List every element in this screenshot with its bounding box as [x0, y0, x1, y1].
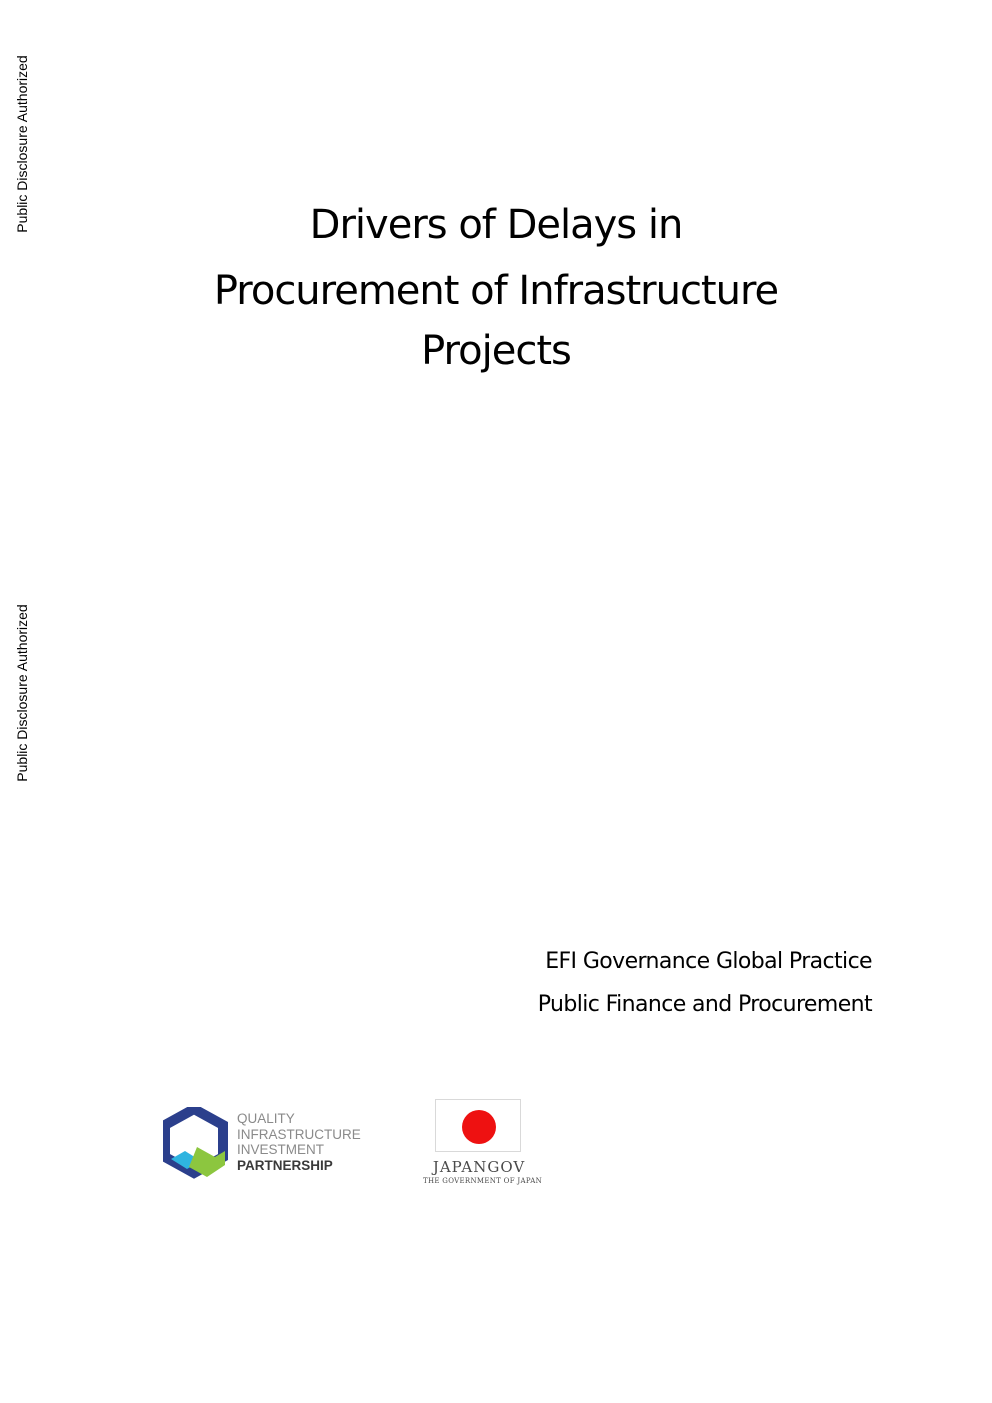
japan-gov-logo: [423, 1098, 543, 1190]
qii-line-quality: QUALITY: [237, 1111, 295, 1126]
document-title: [0, 192, 992, 384]
japan-gov-subtitle: THE GOVERNMENT OF JAPAN: [423, 1177, 543, 1185]
org-practice: EFI Governance Global Practice: [545, 949, 872, 974]
qii-line-infrastructure: INFRASTRUCTURE: [237, 1126, 361, 1142]
qii-line-partnership: PARTNERSHIP: [237, 1157, 333, 1173]
organization-block: [538, 940, 872, 1026]
org-unit: Public Finance and Procurement: [537, 992, 872, 1017]
disclosure-stamp-middle: Public Disclosure Authorized: [14, 604, 30, 782]
qii-q-icon: [163, 1107, 229, 1179]
qii-partnership-logo: [163, 1105, 373, 1179]
qii-line-investment: INVESTMENT: [237, 1142, 325, 1157]
rising-sun-icon: [462, 1110, 496, 1144]
title-line-2: Procurement of Infrastructure: [213, 268, 779, 314]
qii-wordmark: [237, 1111, 361, 1173]
title-line-1: Drivers of Delays in: [309, 202, 683, 248]
japan-gov-name: JAPANGOV: [432, 1158, 526, 1176]
disclosure-stamp-top: Public Disclosure Authorized: [14, 55, 30, 233]
japan-flag-icon: [435, 1099, 521, 1152]
title-line-3: Projects: [421, 328, 571, 374]
